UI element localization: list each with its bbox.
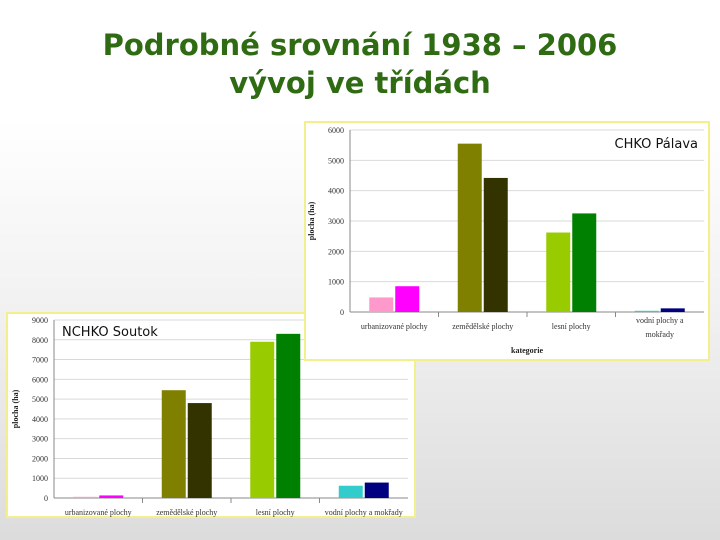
y-tick-label: 6000 — [32, 375, 48, 385]
chart-name-label: NCHKO Soutok — [62, 325, 158, 340]
y-tick-label: 8000 — [32, 335, 48, 345]
bar-palava-s0-c1 — [458, 144, 482, 312]
chart-name-label: CHKO Pálava — [614, 137, 698, 152]
x-category-label: vodní plochy a — [635, 316, 684, 325]
x-category-label: mokřady — [645, 330, 674, 339]
y-tick-label: 3000 — [328, 217, 344, 226]
bar-soutok-s0-c0 — [73, 497, 97, 498]
title-line-2: vývoj ve třídách — [229, 66, 491, 100]
title-line-1: Podrobné srovnání 1938 – 2006 — [102, 28, 618, 62]
y-tick-label: 1000 — [328, 277, 344, 287]
y-tick-label: 7000 — [32, 355, 48, 365]
bar-soutok-s1-c1 — [188, 403, 212, 498]
bar-palava-s0-c3 — [635, 311, 659, 312]
bar-soutok-s1-c0 — [99, 495, 123, 498]
x-category-label: vodní plochy a mokřady — [324, 508, 403, 517]
y-tick-label: 3000 — [32, 434, 48, 444]
bar-palava-s0-c0 — [369, 297, 393, 312]
y-axis-title: plocha (ha) — [11, 389, 20, 429]
chart-palava-svg — [306, 123, 708, 359]
x-axis-title: kategorie — [511, 346, 543, 355]
x-category-label: zemědělské plochy — [156, 508, 218, 517]
y-tick-label: 6000 — [328, 126, 344, 135]
y-tick-label: 5000 — [32, 395, 48, 405]
y-tick-label: 4000 — [328, 186, 344, 196]
bar-soutok-s1-c3 — [365, 483, 389, 498]
y-tick-label: 0 — [340, 308, 344, 317]
x-category-label: zemědělské plochy — [452, 322, 514, 331]
y-tick-label: 2000 — [328, 247, 344, 257]
x-category-label: lesní plochy — [255, 508, 295, 517]
bar-palava-s1-c1 — [484, 178, 508, 312]
bar-soutok-s1-c2 — [276, 334, 300, 498]
chart-palava-frame — [304, 121, 710, 361]
y-tick-label: 4000 — [32, 414, 48, 424]
bar-soutok-s0-c1 — [162, 390, 186, 498]
x-category-label: lesní plochy — [551, 322, 591, 331]
bar-soutok-s0-c3 — [339, 486, 363, 498]
bar-palava-s0-c2 — [546, 233, 570, 312]
bar-palava-s1-c0 — [395, 286, 419, 312]
bar-soutok-s0-c2 — [250, 342, 274, 498]
x-category-label: urbanizované plochy — [360, 322, 428, 331]
y-tick-label: 9000 — [32, 316, 48, 325]
y-tick-label: 2000 — [32, 454, 48, 464]
slide-title — [0, 26, 720, 102]
y-tick-label: 0 — [44, 494, 48, 503]
bar-palava-s1-c2 — [572, 213, 596, 312]
y-tick-label: 5000 — [328, 156, 344, 166]
x-category-label: urbanizované plochy — [64, 508, 132, 517]
bar-palava-s1-c3 — [661, 308, 685, 312]
y-axis-title: plocha (ha) — [307, 201, 316, 241]
y-tick-label: 1000 — [32, 474, 48, 484]
